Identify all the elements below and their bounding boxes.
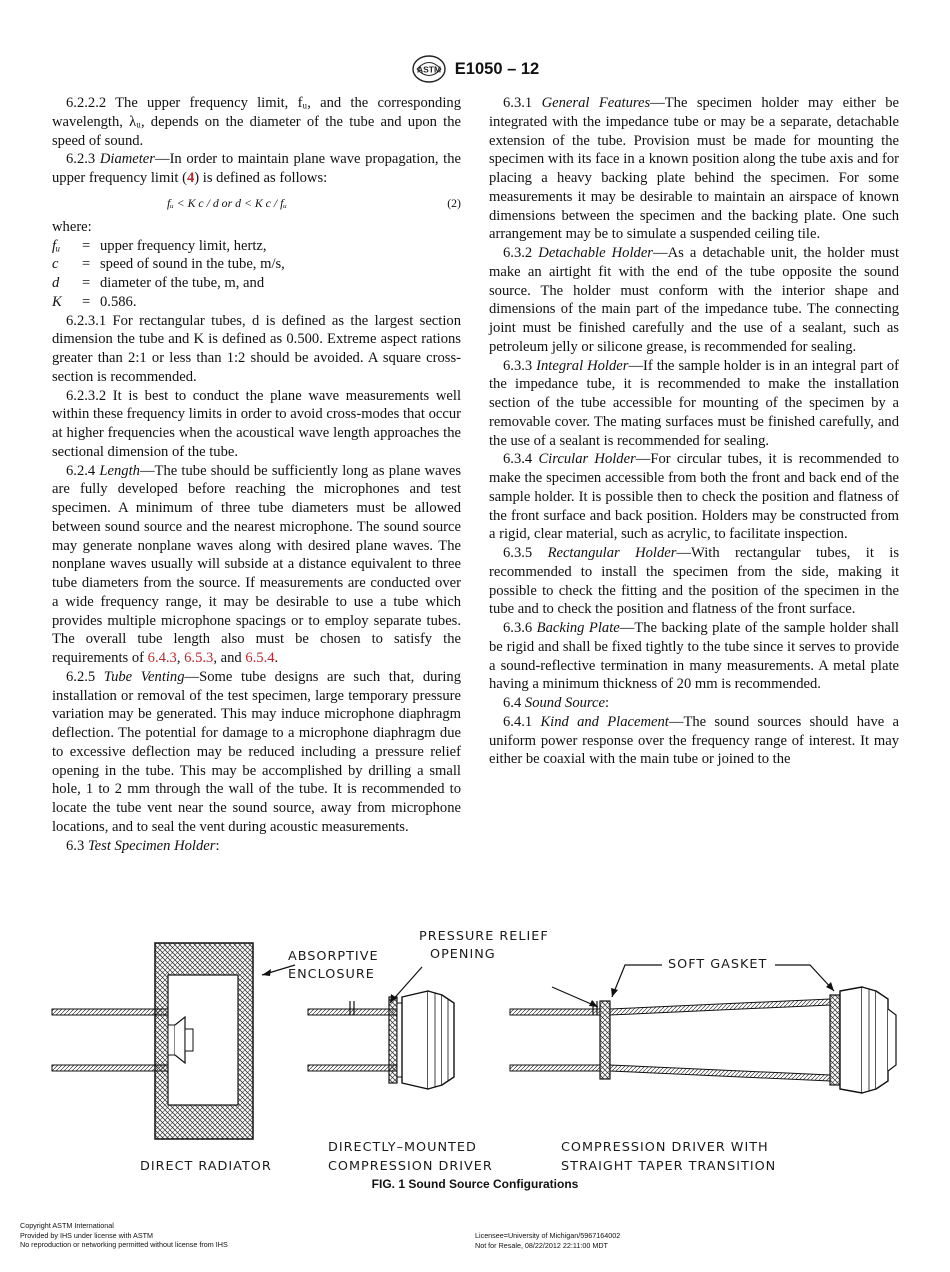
def-symbol: c bbox=[52, 256, 59, 273]
label-absorptive: ABSORPTIVE bbox=[288, 949, 379, 964]
para-6-3-5 bbox=[489, 544, 899, 619]
footer-line: No reproduction or networking permitted without license from IHS bbox=[20, 1240, 228, 1250]
section-title: Tube Venting bbox=[103, 668, 185, 685]
reference-link-6-4-3[interactable]: 6.4.3 bbox=[147, 650, 177, 666]
def-symbol: fᵤ bbox=[52, 237, 61, 254]
left-column bbox=[52, 94, 461, 855]
def-symbol: K bbox=[52, 293, 62, 310]
section-title: Rectangular Holder bbox=[547, 545, 677, 561]
label-enclosure: ENCLOSURE bbox=[288, 967, 375, 982]
equation-2 bbox=[52, 191, 461, 213]
para-number: 6.4 bbox=[503, 695, 525, 711]
para-text: —Some tube designs are such that, during installation or removal of the test specimen, large temporary pressure variation may be generated. This may induce microphone diaphragm deflection. The potential for damage to a microphone diaphragm due to excessive deflection may be reduced including a pressure relief opening in the tube. This may be accomplished by drilling a small hole, 1 to 2 mm through the wall of the tube. It is recommended to locate the tube vent near the sound source, away from microphone locations, and to seal the vent during acoustic measurements. bbox=[52, 668, 461, 835]
para-6-3-1 bbox=[489, 94, 899, 244]
def-text: upper frequency limit, hertz, bbox=[100, 237, 267, 254]
section-title: Integral Holder bbox=[536, 357, 629, 374]
figure-caption: FIG. 1 Sound Source Configurations bbox=[371, 1177, 579, 1191]
section-title: Sound Source bbox=[524, 695, 606, 711]
footer-line: Copyright ASTM International bbox=[20, 1221, 114, 1230]
label-compression-driver: COMPRESSION DRIVER bbox=[328, 1159, 493, 1174]
directly-mounted-driver-drawing bbox=[308, 967, 454, 1089]
footer-license bbox=[475, 1231, 620, 1250]
label-direct-radiator: DIRECT RADIATOR bbox=[140, 1159, 272, 1174]
equation-body: fᵤ < K c / d or d < K c / fᵤ bbox=[167, 195, 287, 210]
astm-logo-icon bbox=[411, 54, 447, 84]
label-opening: OPENING bbox=[430, 947, 496, 962]
para-text: —The sound sources should have a uniform power response over the frequency range of interest. It may either be coaxial with the main tube or joined to the bbox=[489, 713, 899, 768]
taper-transition-drawing bbox=[510, 965, 896, 1093]
label-pressure-relief: PRESSURE RELIEF bbox=[419, 929, 549, 944]
section-title: Detachable Holder bbox=[538, 245, 653, 261]
def-text: 0.586. bbox=[100, 293, 137, 310]
para-6-2-4 bbox=[52, 462, 461, 668]
standard-code: E1050 – 12 bbox=[454, 59, 540, 78]
para-number: 6.2.5 bbox=[66, 668, 104, 685]
page-header bbox=[0, 54, 950, 84]
para-number: 6.2.3 bbox=[66, 151, 100, 168]
reference-link-6-5-3[interactable]: 6.5.3 bbox=[184, 650, 214, 666]
def-equals: = bbox=[82, 275, 91, 291]
para-number: 6.3.5 bbox=[503, 545, 548, 561]
para-6-4 bbox=[489, 694, 899, 713]
section-title: Test Specimen Holder bbox=[87, 837, 216, 854]
para-number: 6.4.1 bbox=[503, 713, 541, 730]
para-number: 6.3.4 bbox=[503, 451, 539, 468]
para-number: 6.3.2 bbox=[503, 245, 539, 261]
para-number: 6.2.4 bbox=[66, 462, 100, 479]
label-soft-gasket: SOFT GASKET bbox=[668, 957, 768, 972]
where-label: where: bbox=[52, 218, 92, 235]
right-column bbox=[489, 94, 899, 769]
para-6-2-5 bbox=[52, 668, 461, 837]
reference-link-6-5-4[interactable]: 6.5.4 bbox=[245, 650, 275, 666]
separator: , bbox=[176, 650, 185, 666]
direct-radiator-drawing bbox=[52, 943, 295, 1139]
para-6-2-3-1: 6.2.3.1 For rectangular tubes, d is defined as the largest section dimension the tube and K is defined as 0.500. Extreme aspect rations greater than 2:1 or less than 1:2 should be avoided. A square cross-section is recommended. bbox=[52, 312, 461, 385]
para-text: —In order to maintain plane wave propagation, the upper frequency limit ( bbox=[52, 151, 461, 186]
section-title: Kind and Placement bbox=[540, 713, 669, 730]
astm-logo-text: ASTM bbox=[416, 64, 441, 75]
definition-list bbox=[52, 237, 461, 312]
para-text: —With rectangular tubes, it is recommended to install the specimen from the side, making it possible to check the fitting and the position of the specimen in the tube and to check the position and flatness of the front surface. bbox=[489, 545, 899, 618]
definition-item bbox=[52, 293, 461, 312]
para-6-3-6 bbox=[489, 619, 899, 694]
para-6-3 bbox=[52, 837, 461, 856]
label-compression-driver-with: COMPRESSION DRIVER WITH bbox=[561, 1140, 769, 1155]
para-text: —The tube should be sufficiently long as plane waves are fully developed before reaching the microphones and test specimen. A minimum of three tube diameters must be allowed between sound source and the nearest microphone. The sound source may generate nonplane waves along with desired plane waves. The nonplane waves usually will subside at a distance equivalent to three tube diameters from the source. If measurements are conducted over a wide frequency range, it may be desirable to use a tube which provides multiple microphone spacings or to employ separate tubes. The overall tube length also must be chosen to satisfy the requirements of bbox=[52, 462, 461, 666]
para-text: —As a detachable unit, the holder must make an airtight fit with the end of the tube opposite the sound source. The holder must conform with the interior shape and dimensions of the main part of the impedance tube. The connecting joint must be finished carefully and the use of a sealant, such as petroleum jelly or silicone grease, is recommended for sealing. bbox=[489, 245, 899, 355]
para-6-2-3-2: 6.2.3.2 It is best to conduct the plane wave measurements well within these frequency limits in order to avoid cross-modes that occur at higher frequencies when the acoustical wave length approaches the sectional dimension of the tube. bbox=[52, 387, 461, 460]
para-text: —For circular tubes, it is recommended to make the specimen accessible from both the front and back end of the sample holder. It is possible then to check the position and flatness of the front surface and back position. Holders may be constructed from a rigid, clear material, such as acrylic, to facilitate inspection. bbox=[489, 451, 899, 543]
section-title: Backing Plate bbox=[536, 620, 620, 636]
para-text: —The specimen holder may either be integrated with the impedance tube or may be a separate, detachable extension of the tube. Provision must be made for mounting the specimen with its face in a known position along the tube axis and for placing a heavy backing plate behind the specimen. For some measurements it may be desirable to maintain an airspace of known dimensions between the specimen and the backing plate. One such arrangement may be to simulate a suspended ceiling tile. bbox=[489, 95, 899, 243]
para-6-3-2 bbox=[489, 244, 899, 357]
figure-sound-source-configurations bbox=[50, 925, 905, 1180]
def-equals: = bbox=[82, 293, 91, 310]
para-number: 6.3 bbox=[66, 837, 88, 854]
section-title: General Features bbox=[541, 95, 651, 111]
para-number: 6.3.3 bbox=[503, 357, 537, 374]
def-text: diameter of the tube, m, and bbox=[100, 275, 265, 291]
label-straight-taper: STRAIGHT TAPER TRANSITION bbox=[561, 1159, 777, 1174]
para-6-2-2-2: 6.2.2.2 The upper frequency limit, fᵤ, and the corresponding wavelength, λᵤ, depends on the diameter of the tube and upon the speed of sound. bbox=[52, 95, 461, 149]
def-symbol: d bbox=[52, 275, 60, 291]
para-6-3-4 bbox=[489, 450, 899, 544]
para-text: ) is defined as follows: bbox=[194, 170, 328, 186]
def-text: speed of sound in the tube, m/s, bbox=[100, 256, 285, 273]
footer-line: Not for Resale, 08/22/2012 22:11:00 MDT bbox=[475, 1240, 608, 1250]
section-title: Length bbox=[99, 462, 140, 479]
footer-line: Licensee=University of Michigan/5967164002 bbox=[475, 1231, 621, 1240]
para-number: 6.3.6 bbox=[503, 620, 537, 636]
para-text: : bbox=[605, 695, 610, 711]
para-6-4-1 bbox=[489, 713, 899, 769]
label-directly-mounted: DIRECTLY–MOUNTED bbox=[328, 1140, 477, 1155]
separator: , and bbox=[213, 650, 246, 666]
para-6-2-3 bbox=[52, 150, 461, 188]
section-title: Circular Holder bbox=[538, 451, 636, 468]
para-text: —If the sample holder is in an integral part of the impedance tube, it is recommended to make the installation section of the tube accessible for mounting of the specimen by a removable cover. The mating surfaces must be finished carefully, and the use of a sealant is recommended for sealing. bbox=[489, 357, 899, 449]
para-text: : bbox=[215, 837, 220, 854]
def-equals: = bbox=[82, 256, 91, 273]
section-title: Diameter bbox=[99, 151, 155, 168]
para-text: —The backing plate of the sample holder shall be rigid and shall be fixed tightly to the tube since it serves to provide a sound-reflective termination in many measurements. A metal plate having a minimum thickness of 20 mm is recommended. bbox=[489, 620, 899, 693]
separator: . bbox=[274, 650, 279, 666]
para-6-3-3 bbox=[489, 357, 899, 451]
definition-item bbox=[52, 274, 461, 293]
definition-item bbox=[52, 255, 461, 274]
footer-copyright bbox=[20, 1221, 228, 1250]
para-number: 6.3.1 bbox=[503, 95, 542, 111]
reference-link-4[interactable]: 4 bbox=[186, 170, 195, 186]
equation-number: (2) bbox=[447, 195, 461, 210]
figure-drawing bbox=[50, 925, 905, 1180]
footer-line: Provided by IHS under license with ASTM bbox=[20, 1230, 154, 1240]
definition-item bbox=[52, 237, 461, 256]
def-equals: = bbox=[82, 237, 91, 254]
